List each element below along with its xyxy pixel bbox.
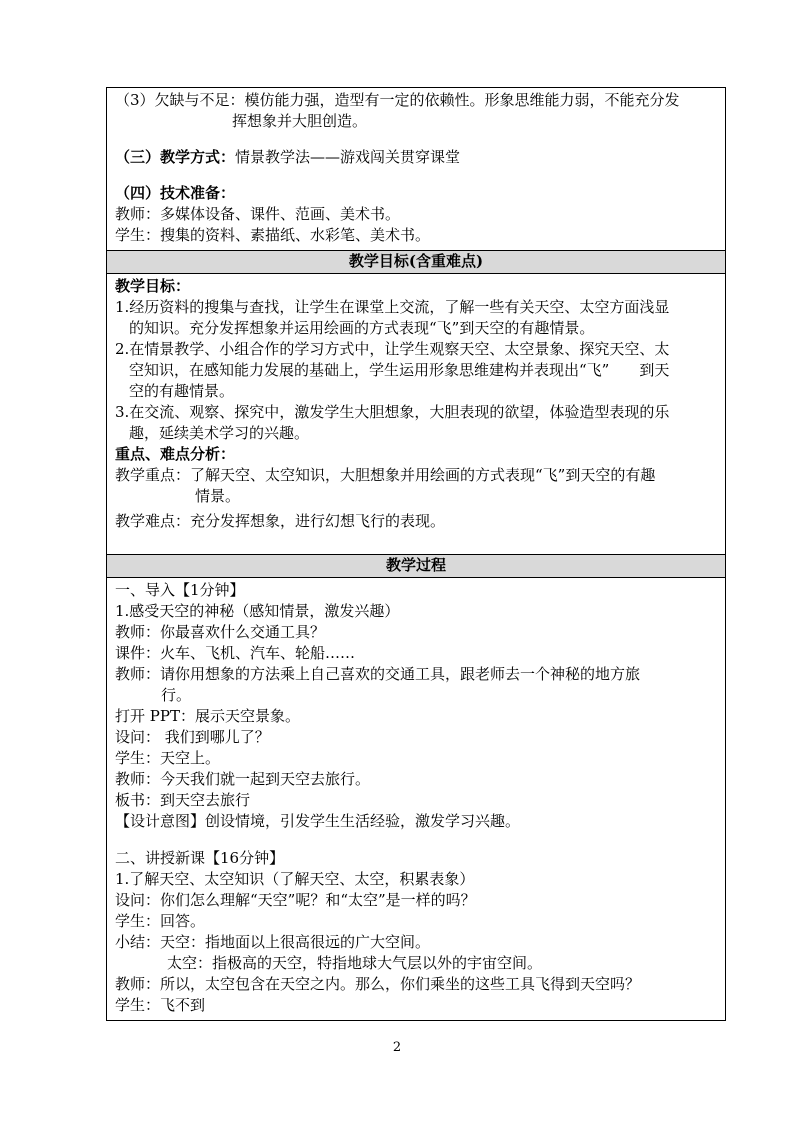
process-line: 小结：天空：指地面以上很高很远的广大空间。 bbox=[115, 933, 431, 951]
goal-2-line-2: 空知识，在感知能力发展的基础上，学生运用形象思维建构并表现出“飞” 到天 bbox=[129, 361, 670, 379]
lesson-plan-table bbox=[106, 87, 726, 1021]
goal-3-line-2: 趣，延续美术学习的兴趣。 bbox=[129, 424, 310, 442]
key-points-title: 重点、难点分析： bbox=[115, 445, 236, 463]
process-section-2: 二、讲授新课【16分钟】 bbox=[115, 849, 285, 867]
process-line-cont: 太空：指极高的天空，特指地球大气层以外的宇宙空间。 bbox=[167, 954, 543, 972]
key-point: 教学重点：了解天空、太空知识，大胆想象并用绘画的方式表现“飞”到天空的有趣 bbox=[115, 466, 656, 484]
teaching-method-text: 情景教学法——游戏闯关贯穿课堂 bbox=[235, 148, 461, 166]
process-section bbox=[107, 578, 725, 1020]
goals-header: 教学目标(含重难点) bbox=[107, 250, 725, 274]
process-line: 教师：你最喜欢什么交通工具？ bbox=[115, 623, 326, 641]
process-line: 教师：所以，太空包含在天空之内。那么，你们乘坐的这些工具飞得到天空吗？ bbox=[115, 975, 641, 993]
process-line: 板书：到天空去旅行 bbox=[115, 791, 251, 809]
goal-2-line-1: 2.在情景教学、小组合作的学习方式中，让学生观察天空、太空景象、探究天空、太 bbox=[115, 340, 670, 358]
process-line: 教师：请你用想象的方法乘上自己喜欢的交通工具，跟老师去一个神秘的地方旅 bbox=[115, 665, 641, 683]
tech-prep-title: （四）技术准备： bbox=[115, 184, 236, 202]
deficiency-line: （3）欠缺与不足：模仿能力强，造型有一定的依赖性。形象思维能力弱，不能充分发 bbox=[115, 91, 680, 109]
process-line: 学生：天空上。 bbox=[115, 749, 221, 767]
goals-title: 教学目标： bbox=[115, 277, 191, 295]
process-intro: 一、导入【1分钟】 bbox=[115, 581, 245, 599]
design-intent: 【设计意图】创设情境，引发学生生活经验，激发学习兴趣。 bbox=[115, 812, 521, 830]
tech-prep-student: 学生：搜集的资料、素描纸、水彩笔、美术书。 bbox=[115, 226, 431, 244]
process-line: 设问： 我们到哪儿了？ bbox=[115, 728, 270, 746]
process-line: 教师：今天我们就一起到天空去旅行。 bbox=[115, 770, 371, 788]
process-step: 1.感受天空的神秘（感知情景，激发兴趣） bbox=[115, 602, 400, 620]
process-line: 学生：回答。 bbox=[115, 912, 206, 930]
process-line-cont: 行。 bbox=[161, 686, 192, 704]
tech-prep-teacher: 教师：多媒体设备、课件、范画、美术书。 bbox=[115, 205, 401, 223]
goal-1-line-1: 1.经历资料的搜集与查找，让学生在课堂上交流，了解一些有关天空、太空方面浅显 bbox=[115, 298, 670, 316]
key-point-cont: 情景。 bbox=[195, 487, 241, 505]
goal-3-line-1: 3.在交流、观察、探究中，激发学生大胆想象，大胆表现的欲望，体验造型表现的乐 bbox=[115, 403, 670, 421]
process-line: 打开 PPT：展示天空景象。 bbox=[115, 707, 300, 725]
teaching-method-label: （三）教学方式： bbox=[115, 148, 236, 166]
difficult-point: 教学难点：充分发挥想象，进行幻想飞行的表现。 bbox=[115, 512, 446, 530]
goals-section bbox=[107, 274, 725, 554]
goal-1-line-2: 的知识。充分发挥想象并运用绘画的方式表现“飞”到天空的有趣情景。 bbox=[129, 319, 595, 337]
process-line: 课件：火车、飞机、汽车、轮船…… bbox=[115, 644, 356, 662]
deficiency-line-cont: 挥想象并大胆创造。 bbox=[232, 112, 368, 130]
teaching-method bbox=[115, 147, 717, 168]
preparation-section bbox=[107, 88, 725, 250]
goal-2-line-3: 空的有趣情景。 bbox=[129, 382, 235, 400]
process-line: 学生：飞不到 bbox=[115, 996, 206, 1014]
process-line: 设问：你们怎么理解“天空”呢？和“太空”是一样的吗？ bbox=[115, 891, 476, 909]
page-number: 2 bbox=[392, 1040, 402, 1055]
process-header: 教学过程 bbox=[107, 554, 725, 578]
process-step: 1.了解天空、太空知识（了解天空、太空，积累表象） bbox=[115, 870, 475, 888]
